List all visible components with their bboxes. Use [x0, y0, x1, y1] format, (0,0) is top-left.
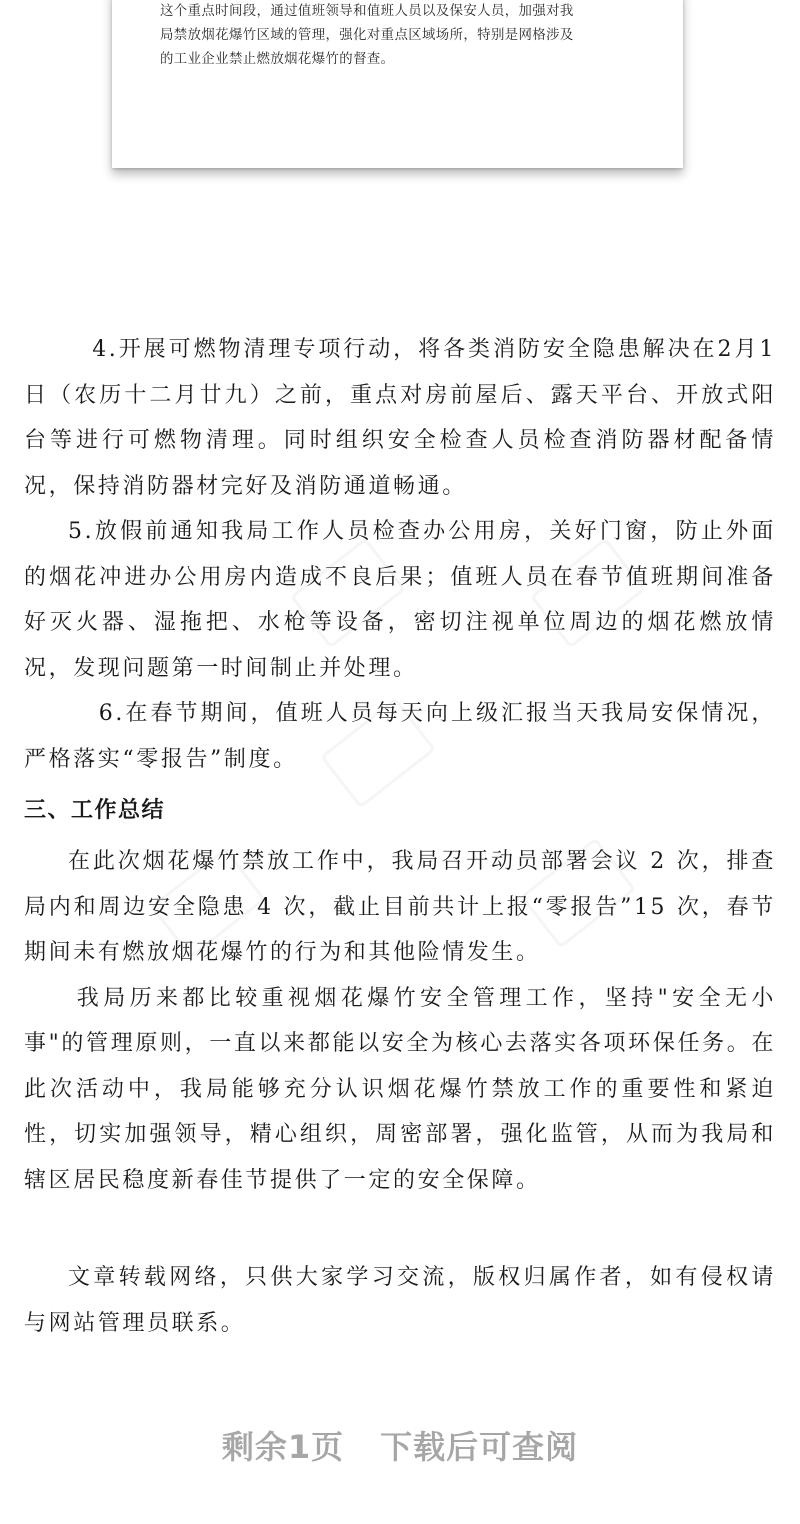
download-prompt[interactable] [0, 1422, 800, 1468]
paragraph-item-4: 4.开展可燃物清理专项行动，将各类消防安全隐患解决在2月1日（农历十二月廿九）之前，重点对房前屋后、露天平台、开放式阳台等进行可燃物清理。同时组织安全检查人员检查消防器材配备情况，保持消防器材完好及消防通道畅通。 [24, 337, 776, 499]
summary-paragraph: 在此次烟花爆竹禁放工作中，我局召开动员部署会议 2 次，排查局内和周边安全隐患 4 次，截止目前共计上报“零报告”15 次，春节期间未有燃放烟花爆竹的行为和其他险情发生。 [24, 849, 776, 965]
paragraph-item-6: 6.在春节期间，值班人员每天向上级汇报当天我局安保情况，严格落实“零报告”制度。 [24, 701, 776, 772]
document-body [24, 327, 776, 1346]
copyright-note: 文章转载网络，只供大家学习交流，版权归属作者，如有侵权请与网站管理员联系。 [24, 1265, 776, 1336]
download-to-view-label: 下载后可查阅 [380, 1428, 579, 1466]
preview-text [160, 0, 640, 72]
document-preview-card [112, 0, 683, 168]
preview-line: 这个重点时间段，通过值班领导和值班人员以及保安人员，加强对我 [160, 4, 574, 19]
preview-line: 局禁放烟花爆竹区域的管理，强化对重点区域场所，特别是网格涉及 [160, 28, 574, 43]
paragraph-item-5: 5.放假前通知我局工作人员检查办公用房，关好门窗，防止外面的烟花冲进办公用房内造成不良后果；值班人员在春节值班期间准备好灭火器、湿拖把、水枪等设备，密切注视单位周边的烟花燃放情况，发现问题第一时间制止并处理。 [24, 519, 776, 681]
summary-paragraph: 我局历来都比较重视烟花爆竹安全管理工作，坚持"安全无小事"的管理原则，一直以来都能以安全为核心去落实各项环保任务。在此次活动中，我局能够充分认识烟花爆竹禁放工作的重要性和紧迫性，切实加强领导，精心组织，周密部署，强化监管，从而为我局和辖区居民稳度新春佳节提供了一定的安全保障。 [24, 985, 776, 1193]
preview-line: 的工业企业禁止燃放烟花爆竹的督查。 [160, 52, 395, 67]
remaining-pages-label: 剩余1页 [221, 1428, 345, 1466]
section-heading: 三、工作总结 [24, 798, 166, 823]
